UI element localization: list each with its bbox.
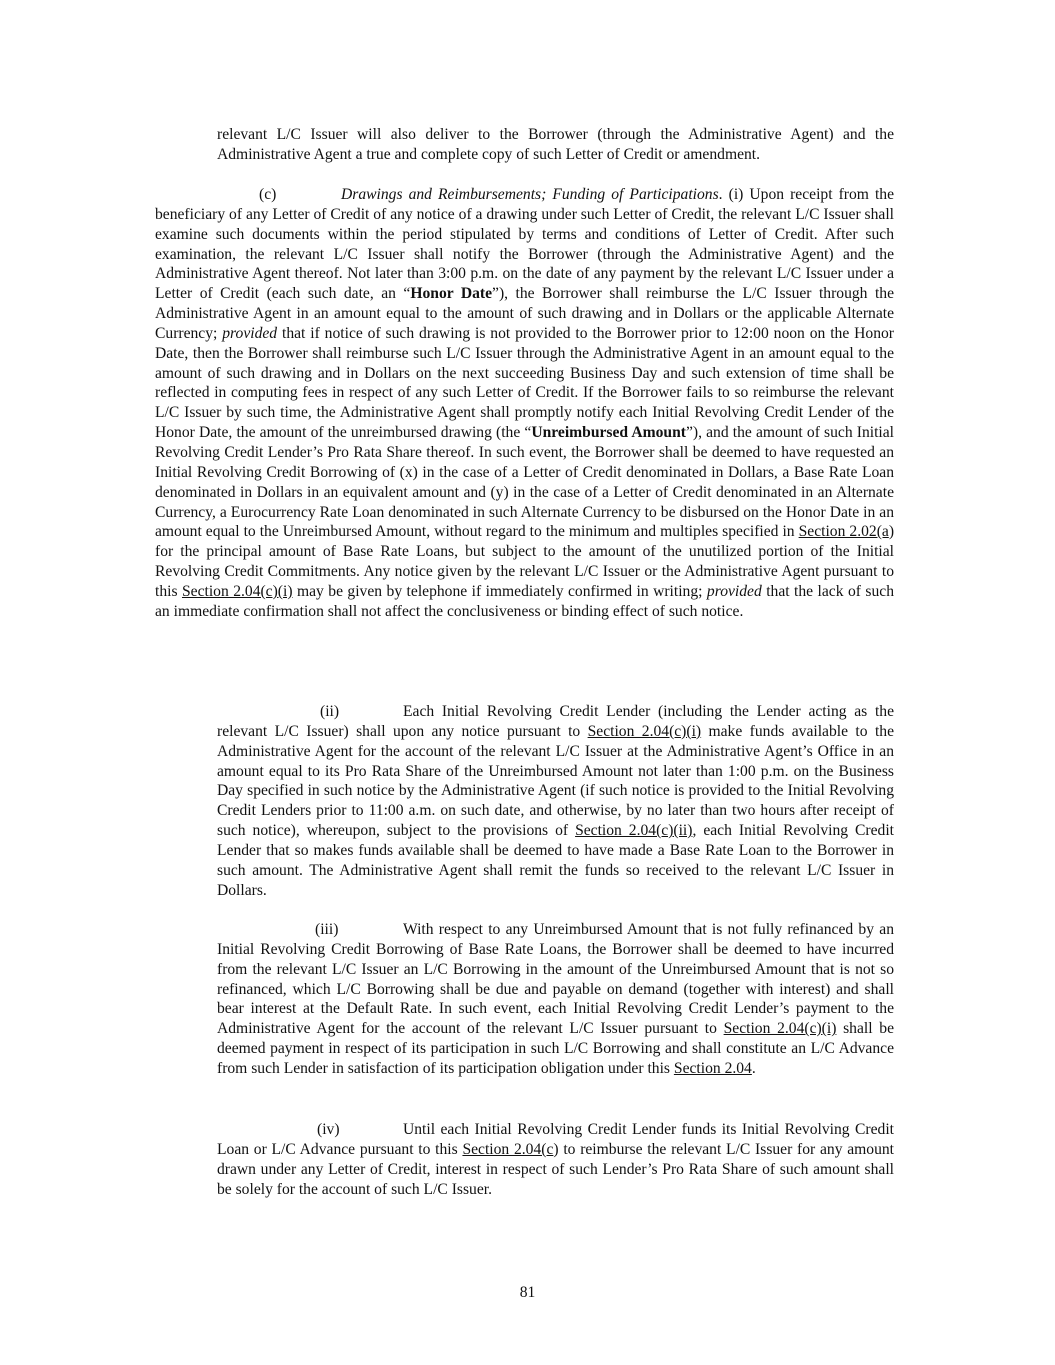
proviso: provided <box>706 582 762 600</box>
paragraph-iii <box>217 920 894 1079</box>
section-reference: Section 2.02(a <box>798 523 889 541</box>
paragraph-text: relevant L/C Issuer will also deliver to the Borrower (through the Administrative Agent) and the Administrative Agent a true and complete copy of such Letter of Credit or amendment. <box>217 126 894 163</box>
paragraph-text: Until each Initial Revolving Credit Lender funds its Initial Revolving Credit Loan or L/C Advance pursuant to this <box>217 1121 894 1158</box>
page-number: 81 <box>519 1284 536 1301</box>
paragraph-text: ”), and the amount of such Initial Revolving Credit Lender’s Pro Rata Share thereof. In such event, the Borrower shall be deemed to have requested an Initial Revolving Credit Borrowing of (x) in the case of a Letter of Credit denominated in Dollars, a Base Rate Loan denominated in Dollars in an equivalent amount and (y) in the case of a Letter of Credit denominated in an Alternate Currency, a Eurocurrency Rate Loan denominated in such Alternate Currency to be disbursed on the Honor Date in an amount equal to the Unreimbursed Amount, without regard to the minimum and multiples specified in <box>155 424 894 541</box>
section-reference: Section 2.04(c <box>462 1140 554 1158</box>
paragraph-marker: (iii) <box>315 921 339 938</box>
paragraph-text: ) for the principal amount of Base Rate Loans, but subject to the amount of the unutilized portion of the Initial Revolving Credit Commitments. Any notice given by the relevant L/C Issuer or the Administrative Agent pursuant to this <box>155 523 895 600</box>
section-reference: Section 2.04(c)(i) <box>723 1020 837 1038</box>
paragraph-text: Each Initial Revolving Credit Lender (including the Lender acting as the relevant L/C Issuer) shall upon any notice pursuant to <box>217 703 894 740</box>
paragraph-text: that if notice of such drawing is not provided to the Borrower prior to 12:00 noon on the Honor Date, then the Borrower shall reimburse such L/C Issuer through the Administrative Agent in an amount equal to the amount of such drawing and in Dollars on the next succeeding Business Day and such extension of time shall be reflected in computing fees in respect of any such Letter of Credit. If the Borrower fails to so reimburse the relevant L/C Issuer by such time, the Administrative Agent shall promptly notify each Initial Revolving Credit Lender of the Honor Date, the amount of the unreimbursed drawing (the “ <box>155 324 894 442</box>
section-reference: Section 2.04(c)(ii) <box>575 822 693 840</box>
paragraph-text: shall be deemed payment in respect of its participation in such L/C Borrowing and shall constitute an L/C Advance from such Lender in satisfaction of its participation obligation under this <box>217 1020 894 1077</box>
section-reference: Section 2.04(c)(i) <box>587 722 702 740</box>
paragraph-marker: (iv) <box>317 1121 340 1138</box>
paragraph-text: may be given by telephone if immediately confirmed in writing; <box>292 582 707 600</box>
paragraph-text: that the lack of such an immediate confirmation shall not affect the conclusiveness or binding effect of such notice. <box>155 582 894 620</box>
paragraph-text: ”), the Borrower shall reimburse the L/C Issuer through the Administrative Agent in an amount equal to the amount of such drawing and in Dollars or the applicable Alternate Currency; <box>155 285 895 342</box>
paragraph-text: make funds available to the Administrative Agent for the account of the relevant L/C Issuer at the Administrative Agent’s Office in an amount equal to its Pro Rata Share of the Unreimbursed Amount not later than 1:00 p.m. on the Business Day specified in such notice by the Administrative Agent (if such notice is provided to the Initial Revolving Credit Lenders prior to 11:00 a.m. on such date, and otherwise, by no later than two hours after receipt of such notice), whereupon, subject to the provisions of <box>217 722 894 840</box>
proviso: provided <box>222 324 278 342</box>
paragraph-text: With respect to any Unreimbursed Amount that is not fully refinanced by an Initial Revolving Credit Borrowing of Base Rate Loans, the Borrower shall be deemed to have incurred from the relevant L/C Issuer an L/C Borrowing in the amount of the Unreimbursed Amount that is not so refinanced, which L/C Borrowing shall be due and payable on demand (together with interest) and shall bear interest at the Default Rate. In such event, each Initial Revolving Credit Lender’s payment to the Administrative Agent for the account of the relevant L/C Issuer pursuant to <box>217 921 894 1038</box>
paragraph-text: . <box>751 1059 756 1077</box>
paragraph-iv <box>217 1120 894 1199</box>
paragraph-text: . (i) Upon receipt from the beneficiary of any Letter of Credit of any notice of a drawing under such Letter of Credit, the relevant L/C Issuer shall examine such documents within the period stipulated by terms and conditions of Letter of Credit. After such examination, the relevant L/C Issuer shall notify the Borrower (through the Administrative Agent) and the Administrative Agent thereof. Not later than 3:00 p.m. on the date of any payment by the relevant L/C Issuer under a Letter of Credit (each such date, an “ <box>155 186 895 303</box>
defined-term: Unreimbursed Amount <box>531 424 686 442</box>
paragraph-marker: (ii) <box>320 703 340 720</box>
paragraph-text: ) to reimburse the relevant L/C Issuer for any amount drawn under any Letter of Credit, interest in respect of such Lender’s Pro Rata Share of such amount shall be solely for the account of such L/C Issuer. <box>217 1140 895 1198</box>
paragraph-continuation <box>217 125 894 165</box>
section-reference: Section 2.04(c)(i) <box>181 582 293 600</box>
paragraph-c <box>155 185 894 622</box>
paragraph-marker: (c) <box>259 186 277 203</box>
paragraph-ii <box>217 702 894 900</box>
defined-term: Honor Date <box>410 285 493 303</box>
section-heading: Drawings and Reimbursements; Funding of Participations <box>341 186 719 203</box>
section-reference: Section 2.04 <box>673 1059 752 1077</box>
paragraph-text: , each Initial Revolving Credit Lender that so makes funds available shall be deemed to have made a Base Rate Loan to the Borrower in such amount. The Administrative Agent shall remit the funds so received to the relevant L/C Issuer in Dollars. <box>217 822 895 899</box>
